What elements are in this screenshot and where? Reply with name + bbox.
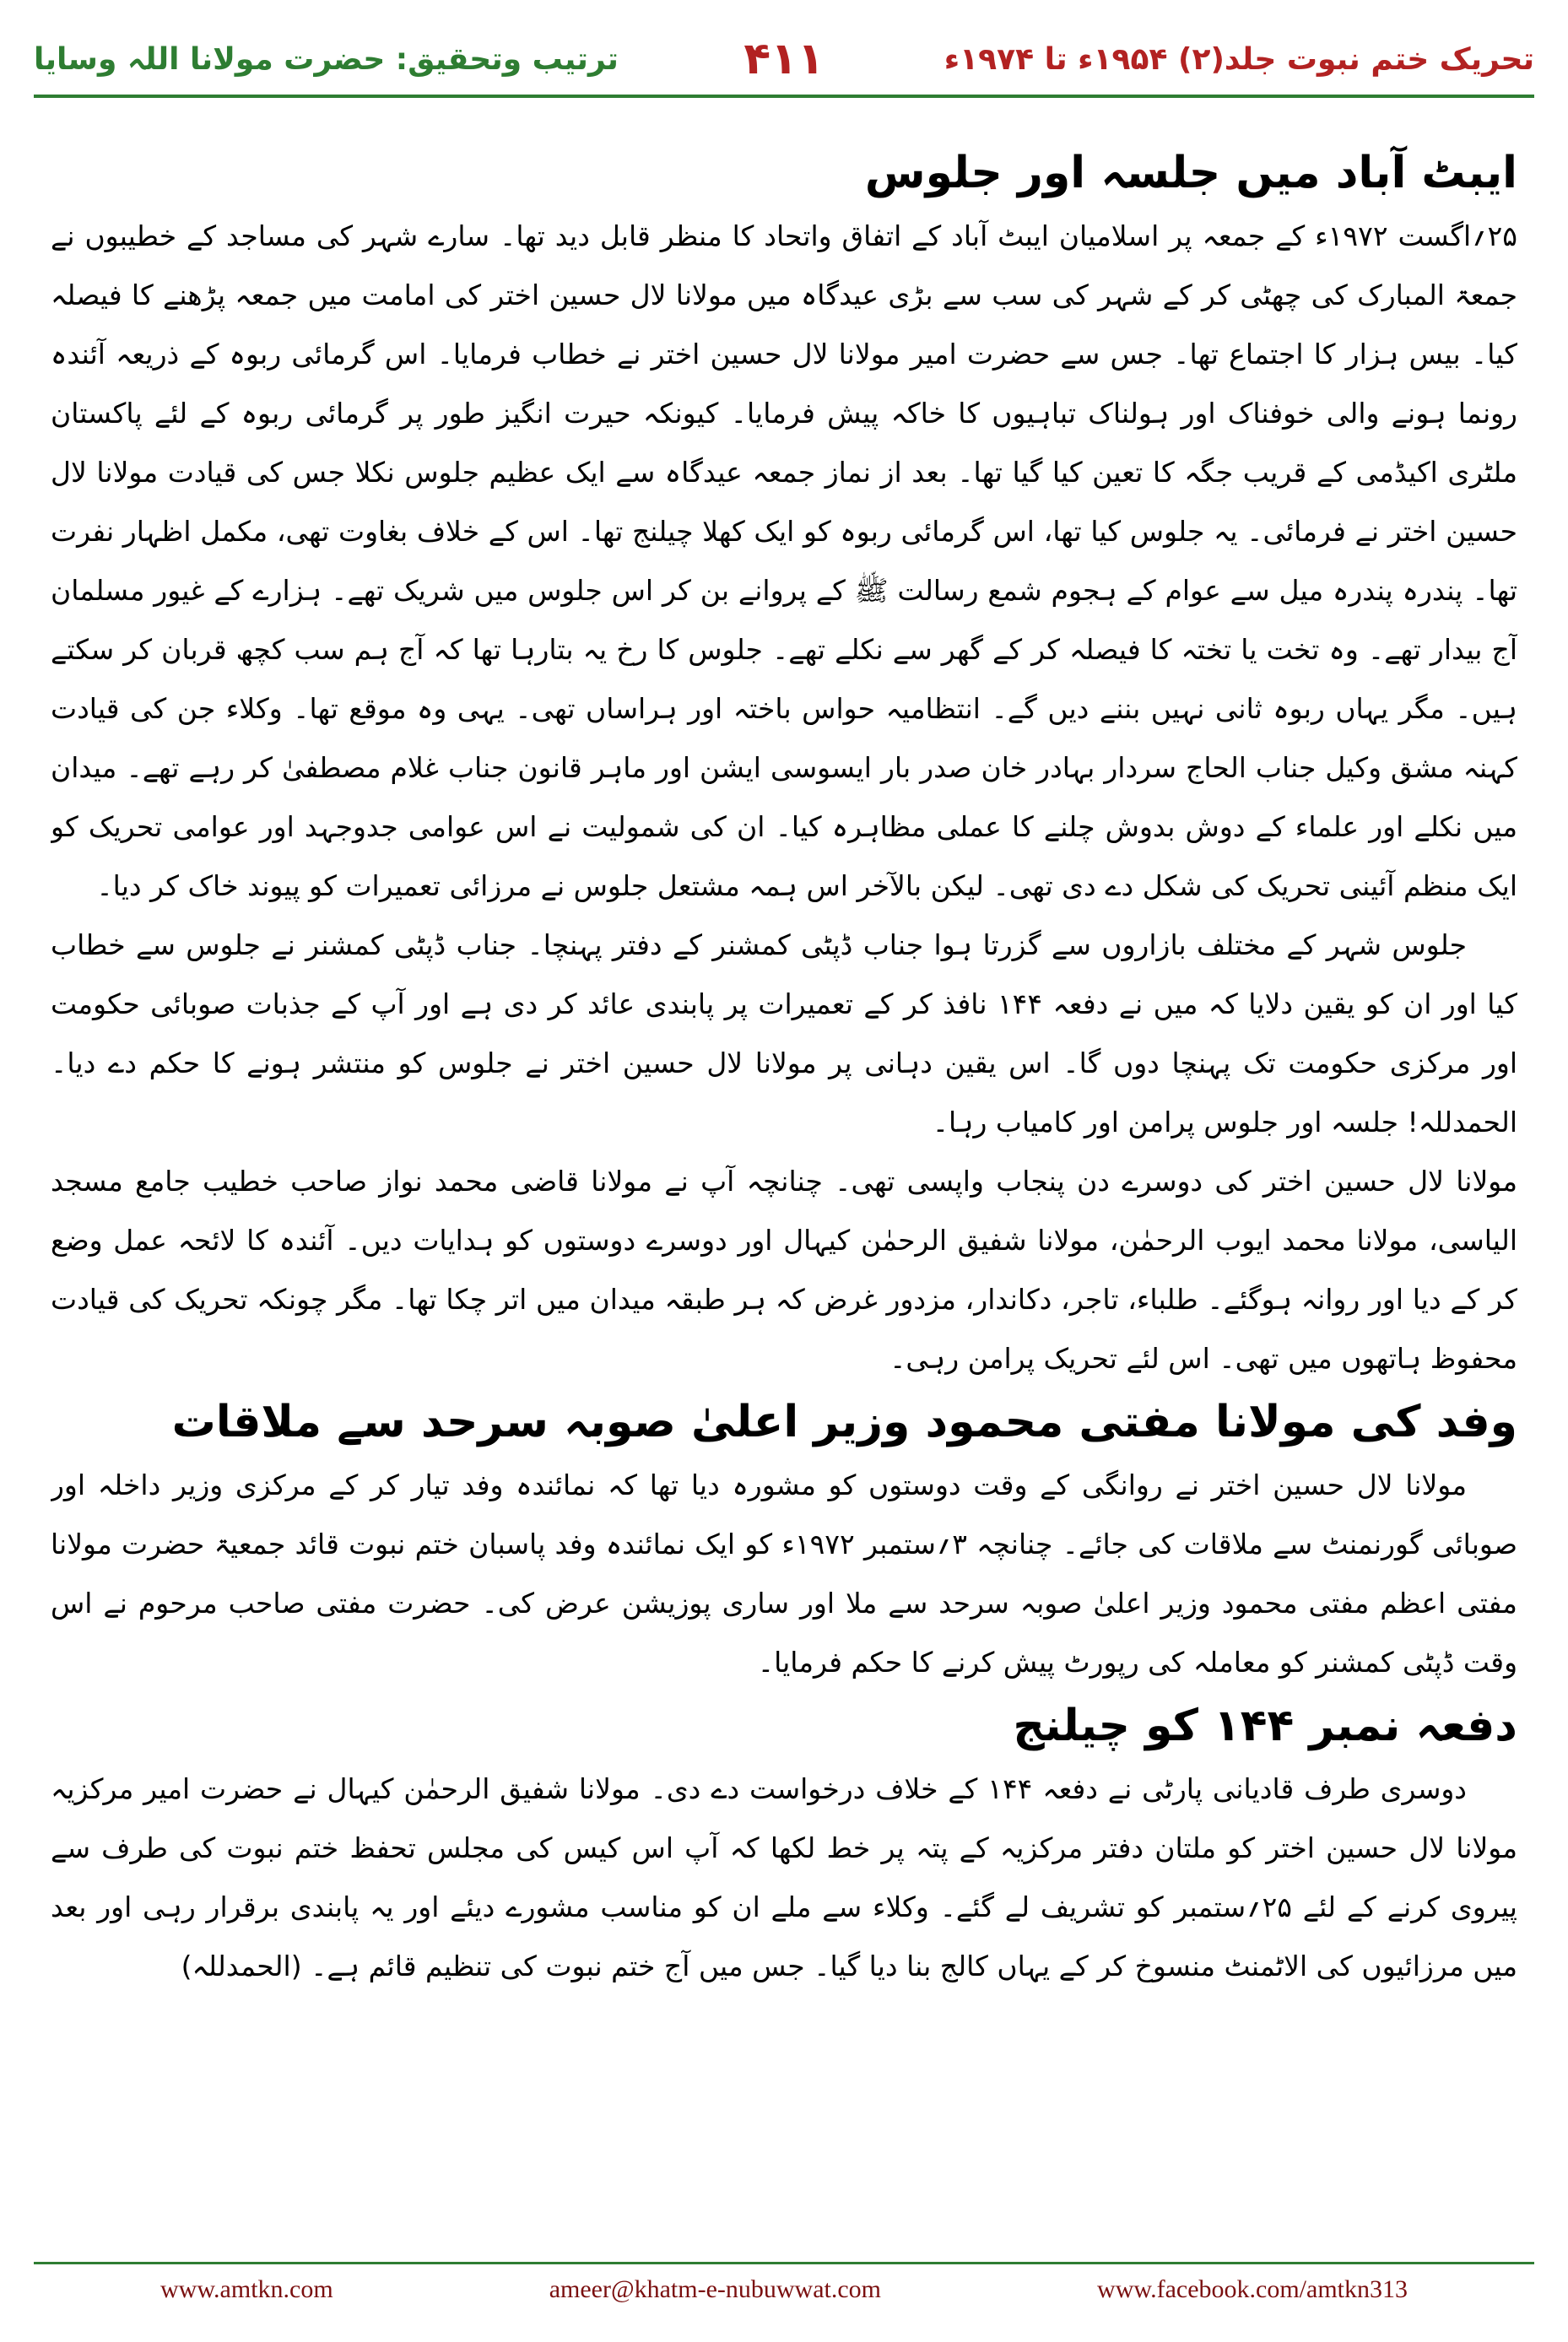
paragraph: مولانا لال حسین اختر نے روانگی کے وقت دوستوں کو مشورہ دیا تھا کہ نمائندہ وفد تیار کر کے مرکزی وزیر داخلہ اور صوبائی گورنمنٹ سے ملاقات کی جائے۔ چنانچہ ۳؍ستمبر ۱۹۷۲ء کو ایک نمائندہ وفد پاسبان ختم نبوت قائد جمعیۃ حضرت مولانا مفتی اعظم مفتی محمود وزیر اعلیٰ صوبہ سرحد سے ملا اور ساری پوزیشن عرض کی۔ حضرت مفتی صاحب مرحوم نے اس وقت ڈپٹی کمشنر کو معاملہ کی رپورٹ پیش کرنے کا حکم فرمایا۔ bbox=[51, 1468, 1517, 1679]
compiler-credit: ترتیب وتحقیق: حضرت مولانا اللہ وسایا bbox=[34, 42, 619, 77]
paragraph: مولانا لال حسین اختر کی دوسرے دن پنجاب واپسی تھی۔ چنانچہ آپ نے مولانا قاضی محمد نواز صاحب خطیب جامع مسجد الیاسی، مولانا محمد ایوب الرحمٰن، مولانا شفیق الرحمٰن کیہال اور دوسرے دوستوں کو ہدایات دیں۔ آئندہ کا لائحہ عمل وضع کر کے دیا اور روانہ ہوگئے۔ طلباء، تاجر، دکاندار، مزدور غرض کہ ہر طبقہ میدان میں اتر چکا تھا۔ مگر چونکہ تحریک کی قیادت محفوظ ہاتھوں میں تھی۔ اس لئے تحریک پرامن رہی۔ bbox=[51, 1165, 1517, 1375]
page-footer bbox=[34, 2269, 1534, 2311]
paragraph: دوسری طرف قادیانی پارٹی نے دفعہ ۱۴۴ کے خلاف درخواست دے دی۔ مولانا شفیق الرحمٰن کیہال نے حضرت امیر مرکزیہ مولانا لال حسین اختر کو ملتان دفتر مرکزیہ کے پتہ پر خط لکھا کہ آپ اس کیس کی مجلس تحفظ ختم نبوت کی طرف سے پیروی کرنے کے لئے ۲۵؍ستمبر کو تشریف لے گئے۔ وکلاء سے ملے ان کو مناسب مشورے دیئے اور یہ پابندی برقرار رہی اور بعد میں مرزائیوں کی الاٹمنٹ منسوخ کر کے یہاں کالج بنا دیا گیا۔ جس میں آج ختم نبوت کی تنظیم قائم ہے۔ (الحمدللہ) bbox=[51, 1772, 1517, 1982]
header-divider bbox=[34, 95, 1534, 98]
section-heading-delegation: وفد کی مولانا مفتی محمود وزیر اعلیٰ صوبہ سرحد سے ملاقات bbox=[171, 1397, 1517, 1447]
page-header bbox=[34, 34, 1534, 93]
main-content bbox=[51, 139, 1517, 2199]
paragraph: ۲۵؍اگست ۱۹۷۲ء کے جمعہ پر اسلامیان ایبٹ آباد کے اتفاق واتحاد کا منظر قابل دید تھا۔ سارے شہر کی مساجد کے خطیبوں نے جمعۃ المبارک کی چھٹی کر کے شہر کی سب سے بڑی عیدگاہ میں مولانا لال حسین اختر کی امامت میں جمعہ پڑھنے کا فیصلہ کیا۔ بیس ہزار کا اجتماع تھا۔ جس سے حضرت امیر مولانا لال حسین اختر نے خطاب فرمایا۔ اس گرمائی ربوہ کے ذریعہ آئندہ رونما ہونے والی خوفناک اور ہولناک تباہیوں کا خاکہ پیش فرمایا۔ کیونکہ حیرت انگیز طور پر گرمائی ربوہ کے لئے پاکستان ملٹری اکیڈمی کے قریب جگہ کا تعین کیا گیا تھا۔ بعد از نماز جمعہ عیدگاہ سے ایک عظیم جلوس نکلا جس کی قیادت مولانا لال حسین اختر نے فرمائی۔ یہ جلوس کیا تھا، اس گرمائی ربوہ کو ایک کھلا چیلنج تھا۔ اس کے خلاف بغاوت تھی، مکمل اظہار نفرت تھا۔ پندرہ پندرہ میل سے عوام کے ہجوم شمع رسالت ﷺ کے پروانے بن کر اس جلوس میں شریک تھے۔ ہزارے کے غیور مسلمان آج بیدار تھے۔ وہ تخت یا تختہ کا فیصلہ کر کے گھر سے نکلے تھے۔ جلوس کا رخ یہ بتارہا تھا کہ آج ہم سب کچھ قربان کر سکتے ہیں۔ مگر یہاں ربوہ ثانی نہیں بننے دیں گے۔ انتظامیہ حواس باختہ اور ہراساں تھی۔ یہی وہ موقع تھا۔ وکلاء جن کی قیادت کہنہ مشق وکیل جناب الحاج سردار بہادر خان صدر بار ایسوسی ایشن اور ماہر قانون جناب غلام مصطفیٰ کر رہے تھے۔ میدان میں نکلے اور علماء کے دوش بدوش چلنے کا عملی مظاہرہ کیا۔ ان کی شمولیت نے اس عوامی جدوجہد اور عوامی تحریک کو ایک منظم آئینی تحریک کی شکل دے دی تھی۔ لیکن بالآخر اس ہمہ مشتعل جلوس نے مرزائی تعمیرات کو پیوند خاک کر دیا۔ bbox=[51, 219, 1517, 902]
email-link[interactable]: ameer@khatm-e-nubuwwat.com bbox=[549, 2275, 882, 2303]
section-heading-section-144: دفعہ نمبر ۱۴۴ کو چیلنج bbox=[1013, 1701, 1517, 1751]
page-number: ۴۱۱ bbox=[743, 34, 825, 84]
book-title: تحریک ختم نبوت جلد(۲) ۱۹۵۴ء تا ۱۹۷۴ء bbox=[944, 42, 1534, 77]
paragraph: جلوس شہر کے مختلف بازاروں سے گزرتا ہوا جناب ڈپٹی کمشنر کے دفتر پہنچا۔ جناب ڈپٹی کمشنر نے جلوس سے خطاب کیا اور ان کو یقین دلایا کہ میں نے دفعہ ۱۴۴ نافذ کر کے تعمیرات پر پابندی عائد کر دی ہے اور آپ کے جذبات صوبائی حکومت اور مرکزی حکومت تک پہنچا دوں گا۔ اس یقین دہانی پر مولانا لال حسین اختر نے جلوس کو منتشر ہونے کا حکم دے دیا۔ الحمدللہ! جلسہ اور جلوس پرامن اور کامیاب رہا۔ bbox=[51, 928, 1517, 1139]
facebook-link[interactable]: www.facebook.com/amtkn313 bbox=[1097, 2275, 1408, 2303]
website-link[interactable]: www.amtkn.com bbox=[160, 2275, 333, 2303]
section-heading-abbottabad: ایبٹ آباد میں جلسہ اور جلوس bbox=[864, 148, 1517, 198]
footer-divider bbox=[34, 2262, 1534, 2264]
